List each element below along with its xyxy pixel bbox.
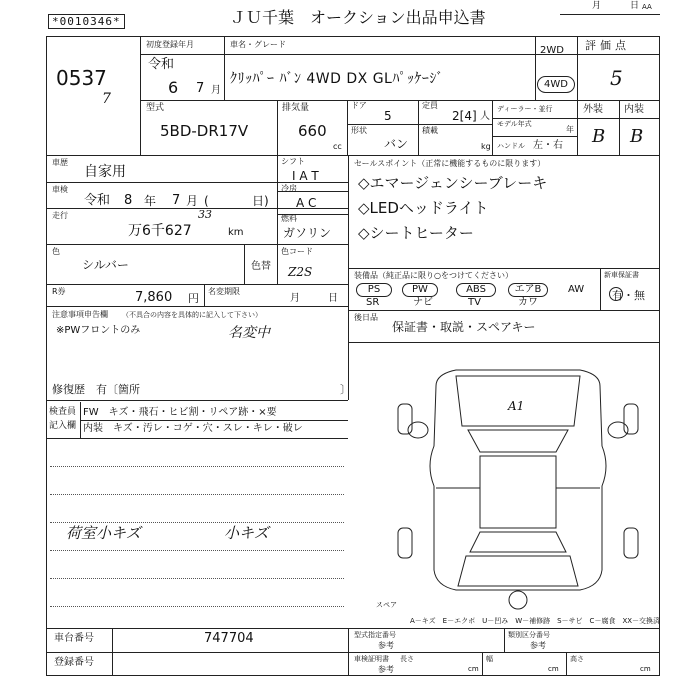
inspection-label: 車検 [52, 185, 68, 194]
caution-line1: ※PWフロントのみ [56, 325, 141, 336]
capacity-value: 2[4] [452, 109, 477, 123]
drive-4wd-circled: 4WD [537, 76, 575, 93]
grade-score: 5 [610, 66, 623, 90]
month-label: 月 [592, 1, 602, 11]
selling-points-label: セールスポイント（正常に機能するものに限ります） [354, 159, 546, 168]
recycle-unit: 円 [188, 292, 199, 305]
use-label: 車歴 [52, 158, 68, 167]
serial-number: *0010346* [48, 14, 125, 29]
ac-label: 冷房 [281, 184, 297, 193]
inspector-label-2: 記入欄 [49, 421, 77, 431]
color-code-value: Z2S [288, 265, 313, 279]
inspection-year: 8 [124, 193, 133, 208]
ac-value: A C [296, 196, 317, 210]
drive-2wd: 2WD [540, 45, 564, 56]
equip-ps: PS [356, 283, 392, 297]
interior-grade: B [630, 126, 644, 147]
interior-label: 内装 [624, 104, 644, 115]
shift-value: I A T [292, 169, 319, 183]
corner-code: AA [642, 3, 652, 11]
width-cm: cm [548, 665, 559, 673]
handle-value: 左・右 [533, 140, 563, 151]
repair-history-label: 修復歴 [52, 383, 85, 396]
caution-handwritten: 名変中 [228, 325, 270, 341]
name-change-month: 月 [290, 293, 300, 304]
registration-month: 7 [196, 81, 205, 96]
inspection-era: 令和 [84, 193, 111, 208]
inspection-paren: ( [204, 194, 209, 208]
type-ref: 参考 [378, 641, 394, 650]
class-ref: 参考 [530, 641, 546, 650]
model-value: 5BD-DR17V [160, 122, 249, 140]
equip-abs: ABS [456, 283, 496, 297]
rear-items-value: 保証書・取説・スペアキー [392, 320, 536, 334]
width-label: 幅 [486, 655, 493, 663]
exterior-label: 外装 [583, 104, 603, 115]
recycle-label: R券 [52, 287, 66, 296]
damage-legend: A－キズ E－エクボ U－凹み W－補修跡 S－サビ C－腐食 XX－交換済 [410, 617, 661, 625]
name-change-day: 日 [328, 293, 338, 304]
mileage-unit: km [228, 227, 244, 238]
body-type-value: バン [384, 137, 409, 151]
warranty-yes-circle [609, 287, 623, 301]
displacement-value: 660 [298, 122, 327, 140]
mileage-value: 万6千627 [128, 223, 192, 239]
color-change-label: 色替 [251, 261, 271, 272]
capacity-label: 定員 [422, 101, 438, 110]
inspection-month: 7 [172, 193, 181, 208]
registration-month-unit: 月 [211, 85, 221, 96]
car-name-label: 車名・グレード [230, 40, 286, 49]
equip-tv: TV [468, 297, 481, 308]
inspection-day-unit: 日) [252, 194, 269, 208]
lot-suffix: 7 [102, 91, 111, 107]
model-year-unit: 年 [566, 125, 574, 134]
car-name-value: ｸﾘｯﾊﾟｰ ﾊﾞﾝ 4WD DX GLﾊﾟｯｹｰｼﾞ [230, 71, 444, 87]
spare-label: スペア [376, 601, 397, 609]
mileage-correction: 33 [198, 208, 212, 221]
selling-point-3: ◇シートヒーター [358, 224, 474, 242]
use-value: 自家用 [84, 164, 126, 180]
form-title: ＪＵ千葉 オークション出品申込書 [230, 8, 486, 27]
doors-value: 5 [384, 109, 392, 123]
recycle-value: 7,860 [135, 290, 173, 305]
color-label: 色 [52, 247, 60, 256]
dealer-label: ディーラー・並行 [497, 105, 553, 113]
repair-history-close: 〕 [340, 383, 351, 396]
new-warranty-label: 新車保証書 [604, 271, 639, 279]
chassis-label: 車台番号 [54, 633, 94, 644]
height-cm: cm [640, 665, 651, 673]
mileage-label: 走行 [52, 211, 68, 220]
registration-label: 初度登録年月 [146, 40, 194, 49]
chassis-value: 747704 [204, 631, 254, 646]
equipment-label: 装備品（純正品に限り○をつけてください） [354, 271, 513, 280]
name-change-label: 名変期限 [208, 287, 240, 296]
selling-point-1: ◇エマージェンシーブレーキ [358, 174, 548, 192]
notes-left: 荷室小キズ [66, 524, 141, 542]
inspector-label-1: 検査員 [49, 407, 77, 417]
lot-number: 0537 [56, 66, 107, 90]
inspector-line1: FW キズ・飛石・ヒビ割・リペア跡・×要 [83, 407, 277, 418]
equip-aw: AW [568, 284, 585, 295]
equip-navi: ナビ [413, 297, 433, 308]
repair-history-value: 有〔箇所 [96, 383, 140, 396]
doors-label: ドア [351, 101, 367, 110]
color-value: シルバー [82, 258, 129, 272]
cert-label: 車検証明書 [354, 655, 389, 663]
length-cm: cm [468, 665, 479, 673]
equip-airbag: エアB [508, 283, 548, 297]
cert-ref: 参考 [378, 665, 394, 674]
length-label: 長さ [400, 655, 414, 663]
damage-mark-a1: A1 [508, 399, 525, 413]
inspector-line2: 内装 キズ・汚レ・コゲ・穴・スレ・キレ・破レ [83, 423, 303, 434]
displacement-unit: cc [333, 142, 342, 151]
fuel-label: 燃料 [281, 214, 297, 223]
equip-pw: PW [402, 283, 438, 297]
shift-label: シフト [281, 157, 305, 166]
grade-label: 評価点 [585, 39, 630, 52]
car-diagram [396, 356, 640, 612]
body-type-label: 形状 [351, 126, 367, 135]
load-label: 積載 [422, 126, 438, 135]
rear-items-label: 後日品 [354, 313, 378, 322]
class-number-label: 類別区分番号 [508, 631, 550, 639]
equip-leather: カワ [518, 297, 538, 308]
capacity-unit: 人 [480, 111, 490, 122]
equip-sr: SR [366, 297, 380, 308]
model-year-label: モデル年式 [497, 120, 532, 128]
inspection-year-unit: 年 [144, 194, 157, 208]
displacement-label: 排気量 [282, 103, 310, 113]
model-label: 型式 [146, 103, 165, 113]
load-unit: kg [481, 142, 491, 151]
registration-year: 6 [168, 78, 179, 97]
exterior-grade: B [592, 126, 606, 147]
caution-label: 注意事項申告欄 [52, 310, 108, 319]
handle-label: ハンドル [497, 142, 525, 150]
type-designation-label: 型式指定番号 [354, 631, 396, 639]
selling-point-2: ◇LEDヘッドライト [358, 199, 489, 217]
color-code-label: 色コード [281, 247, 313, 256]
caution-label-note: （不具合の内容を具体的に記入して下さい） [122, 311, 262, 319]
new-warranty-value: 有・無 [612, 289, 645, 302]
plate-label: 登録番号 [54, 657, 94, 668]
height-label: 高さ [570, 655, 584, 663]
notes-right: 小キズ [224, 524, 269, 542]
registration-era: 令和 [148, 57, 175, 72]
inspection-month-unit: 月 [186, 194, 199, 208]
fuel-value: ガソリン [283, 226, 332, 240]
day-label: 日 [630, 1, 640, 11]
